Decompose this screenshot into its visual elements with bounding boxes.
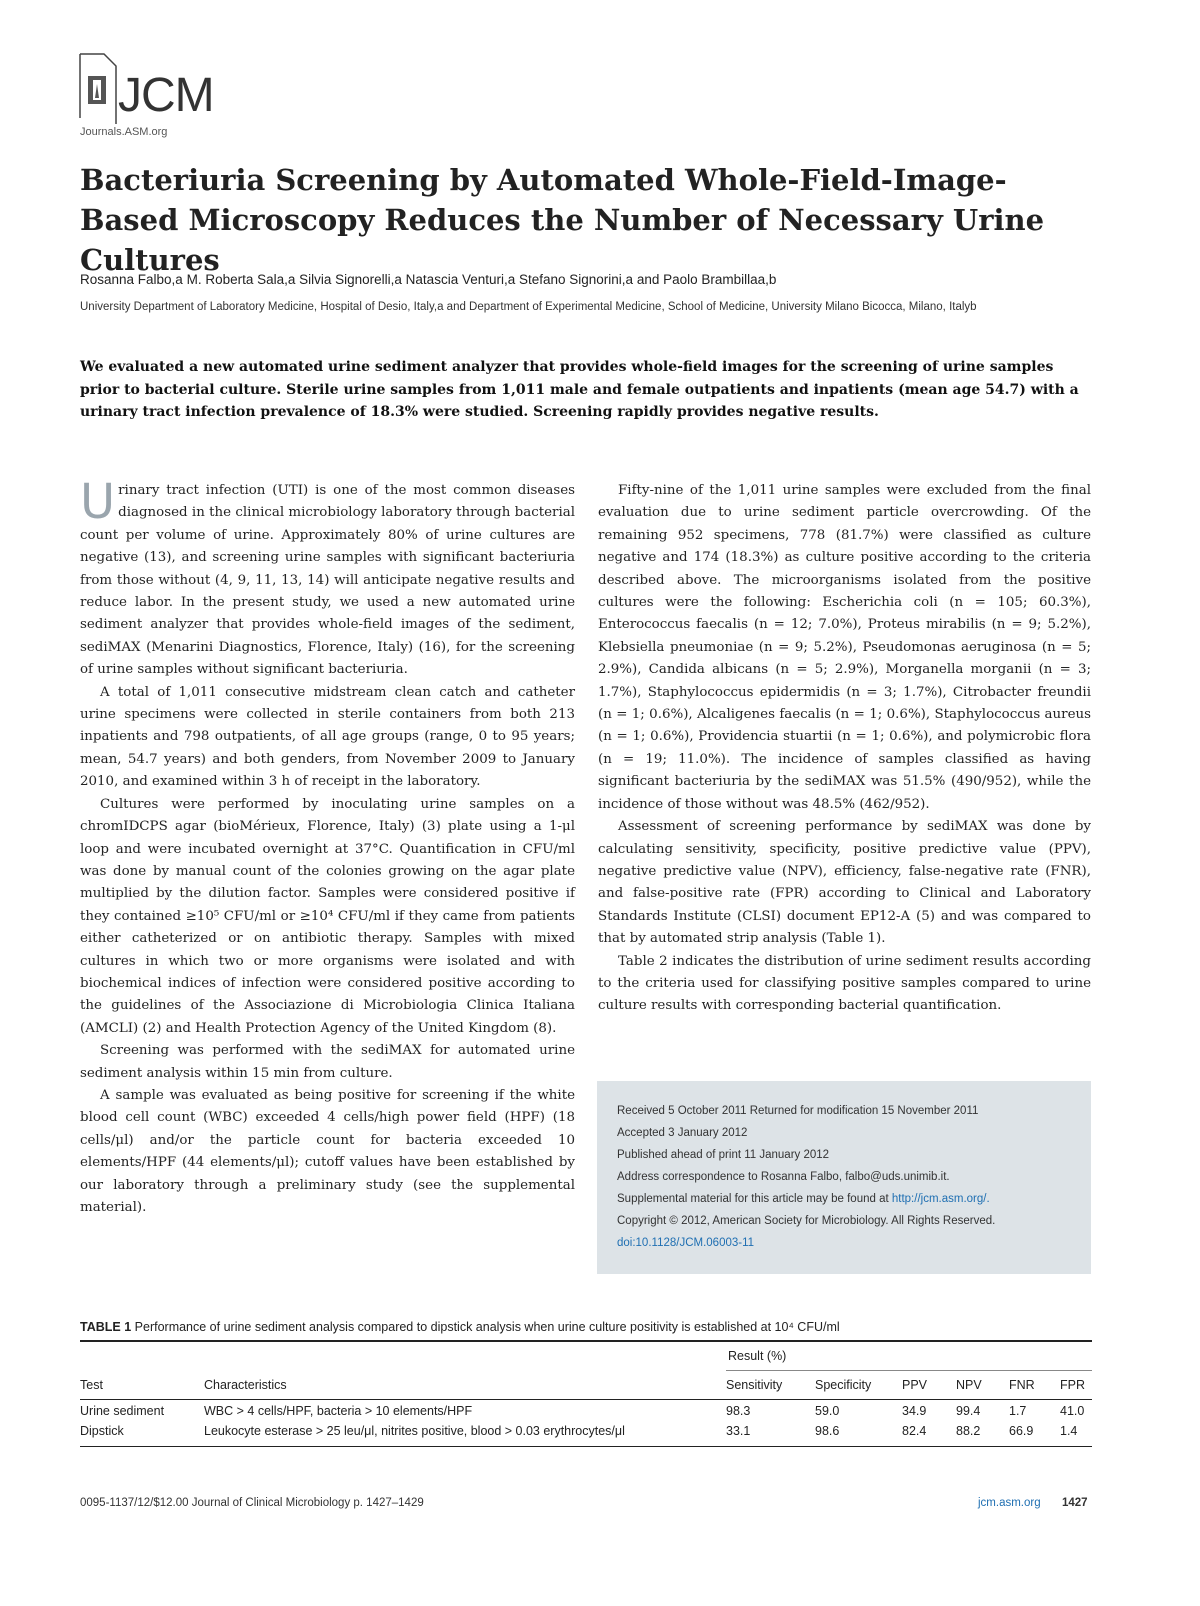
page-number: 1427 — [1062, 1497, 1088, 1509]
supplemental-link[interactable]: http://jcm.asm.org/. — [891, 1193, 990, 1205]
table-group-rule — [726, 1370, 1092, 1371]
journal-logo-text: JCM — [118, 69, 214, 122]
table-caption: TABLE 1 Performance of urine sediment analysis compared to dipstick analysis when urine culture positivity is established at 10⁴ CFU/ml — [80, 1320, 840, 1334]
affiliations: University Department of Laboratory Medicine, Hospital of Desio, Italy,a and Department of Experimental Medicine, School of Medicine, University Milano Bicocca, Milano, Italyb — [80, 301, 977, 313]
table-header: PPV — [902, 1378, 928, 1392]
paragraph: Fifty-nine of the 1,011 urine samples were excluded from the final evaluation due to urine sediment particle overcrowding. Of the remaining 952 specimens, 778 (81.7%) were classified as culture negative and 174 (18.3%) as culture positive according to the criteria described above. The microorganisms isolated from the positive cultures were the following: Escherichia coli (n = 105; 60.3%), Enterococcus faecalis (n = 12; 7.0%), Proteus mirabilis (n = 9; 5.2%), Klebsiella pneumoniae (n = 9; 5.2%), Pseudomonas aeruginosa (n = 5; 2.9%), Candida albicans (n = 5; 2.9%), Morganella morganii (n = 3; 1.7%), Staphylococcus epidermidis (n = 3; 1.7%), Citrobacter freundii (n = 1; 0.6%), Alcaligenes faecalis (n = 1; 0.6%), Staphylococcus aureus (n = 1; 0.6%), Providencia stuartii (n = 1; 0.6%), and polymicrobic flora (n = 19; 11.0%). The incidence of samples classified as having significant bacteriuria by the sediMAX was 51.5% (490/952), while the incidence of those without was 48.5% (462/952). — [598, 483, 1091, 812]
table-cell: 66.9 — [1009, 1424, 1034, 1438]
table-cell: 82.4 — [902, 1424, 927, 1438]
table-header: NPV — [956, 1378, 982, 1392]
table-cell: 34.9 — [902, 1404, 927, 1418]
doi-link[interactable]: doi:10.1128/JCM.06003-11 — [617, 1237, 755, 1249]
article-title: Bacteriuria Screening by Automated Whole-Field-Image-Based Microscopy Reduces the Number of Necessary Urine Cultures — [80, 163, 1045, 277]
accepted-date: Accepted 3 January 2012 — [617, 1127, 748, 1139]
table-header-rule — [80, 1399, 1092, 1400]
journal-logo — [78, 52, 214, 126]
table-cell: Urine sediment — [80, 1404, 165, 1418]
body-column-left — [80, 474, 575, 1219]
table-cell: 88.2 — [956, 1424, 981, 1438]
paragraph: Assessment of screening performance by sediMAX was done by calculating sensitivity, specificity, positive predictive value (PPV), negative predictive value (NPV), efficiency, false-negative rate (FNR), and false-positive rate (FPR) according to Clinical and Laboratory Standards Institute (CLSI) document EP12-A (5) and was compared to that by automated strip analysis (Table 1). — [598, 819, 1091, 947]
paragraph: Screening was performed with the sediMAX for automated urine sediment analysis within 15 min from culture. — [80, 1043, 575, 1081]
paragraph: Cultures were performed by inoculating urine samples on a chromIDCPS agar (bioMérieux, Florence, Italy) (3) plate using a 1-μl loop and were incubated overnight at 37°C. Quantification in CFU/ml was done by manual count of the colonies growing on the agar plate multiplied by the dilution factor. Samples were considered positive if they contained ≥10⁵ CFU/ml or ≥10⁴ CFU/ml if they came from patients either catheterized or on antibiotic therapy. Samples with mixed cultures in which two or more organisms were isolated and with biochemical indices of infection were considered positive according to the guidelines of the Associazione di Microbiologia Clinica Italiana (AMCLI) (2) and Health Protection Agency of the United Kingdom (8). — [80, 796, 575, 1036]
table-cell: 1.7 — [1009, 1404, 1027, 1418]
body-column-right — [598, 480, 1091, 1018]
table-cell: 1.4 — [1060, 1424, 1078, 1438]
drop-cap: U — [80, 474, 116, 530]
table-header: Sensitivity — [726, 1378, 783, 1392]
paragraph: Table 2 indicates the distribution of urine sediment results according to the criteria used for classifying positive samples compared to urine culture results with corresponding bacterial quantification. — [598, 953, 1091, 1014]
table-header: Specificity — [815, 1378, 872, 1392]
journal-emblem-icon — [78, 52, 118, 126]
table-header: Test — [80, 1378, 103, 1392]
table-cell: 41.0 — [1060, 1404, 1085, 1418]
table-header: FPR — [1060, 1378, 1085, 1392]
journal-site: Journals.ASM.org — [80, 126, 168, 138]
author-list: Rosanna Falbo,a M. Roberta Sala,a Silvia Signorelli,a Natascia Venturi,a Stefano Signorini,a and Paolo Brambillaa,b — [80, 272, 777, 287]
published-date: Published ahead of print 11 January 2012 — [617, 1149, 830, 1161]
article-info-box — [597, 1081, 1091, 1274]
table-cell: 98.6 — [815, 1424, 840, 1438]
table-cell: Dipstick — [80, 1424, 124, 1438]
supplemental-note: Supplemental material for this article may be found at http://jcm.asm.org/. — [617, 1193, 990, 1205]
table-cell: Leukocyte esterase > 25 leu/μl, nitrites positive, blood > 0.03 erythrocytes/μl — [204, 1424, 625, 1438]
paragraph: A total of 1,011 consecutive midstream clean catch and catheter urine specimens were collected in sterile containers from both 213 inpatients and 798 outpatients, of all age groups (range, 0 to 95 years; mean, 54.7 years) and both genders, from November 2009 to January 2010, and examined within 3 h of receipt in the laboratory. — [80, 684, 575, 790]
abstract: We evaluated a new automated urine sediment analyzer that provides whole-field images for the screening of urine samples prior to bacterial culture. Sterile urine samples from 1,011 male and female outpatients and inpatients (mean age 54.7) with a urinary tract infection prevalence of 18.3% were studied. Screening rapidly provides negative results. — [80, 359, 1079, 420]
table-cell: 99.4 — [956, 1404, 981, 1418]
table-top-rule — [80, 1340, 1092, 1342]
correspondence: Address correspondence to Rosanna Falbo, falbo@uds.unimib.it. — [617, 1171, 950, 1183]
table-bottom-rule — [80, 1446, 1092, 1447]
copyright: Copyright © 2012, American Society for Microbiology. All Rights Reserved. — [617, 1215, 996, 1227]
table-header: Characteristics — [204, 1378, 287, 1392]
table-header: FNR — [1009, 1378, 1035, 1392]
table-group-header: Result (%) — [728, 1349, 787, 1363]
received-dates: Received 5 October 2011 Returned for modification 15 November 2011 — [617, 1105, 979, 1117]
paragraph: A sample was evaluated as being positive for screening if the white blood cell count (WBC) exceeded 4 cells/high power field (HPF) (18 cells/μl) and/or the particle count for bacteria exceeded 10 elements/HPF (44 elements/μl); cutoff values have been established by our laboratory through a preliminary study (see the supplemental material). — [80, 1087, 575, 1215]
footer-journal-link[interactable]: jcm.asm.org — [978, 1497, 1041, 1509]
table-cell: 59.0 — [815, 1404, 840, 1418]
table-cell: 98.3 — [726, 1404, 751, 1418]
footer-citation: 0095-1137/12/$12.00 Journal of Clinical Microbiology p. 1427–1429 — [80, 1497, 424, 1509]
table-cell: 33.1 — [726, 1424, 751, 1438]
paragraph: Urinary tract infection (UTI) is one of the most common diseases diagnosed in the clinical microbiology laboratory through bacterial count per volume of urine. Approximately 80% of urine cultures are negative (13), and screening urine samples with significant bacteriuria from those without (4, 9, 11, 13, 14) will anticipate negative results and reduce labor. In the present study, we used a new automated urine sediment analyzer that provides whole-field images of the sediment, sediMAX (Menarini Diagnostics, Florence, Italy) (16), for the screening of urine samples without significant bacteriuria. — [80, 474, 575, 678]
table-cell: WBC > 4 cells/HPF, bacteria > 10 elements/HPF — [204, 1404, 473, 1418]
